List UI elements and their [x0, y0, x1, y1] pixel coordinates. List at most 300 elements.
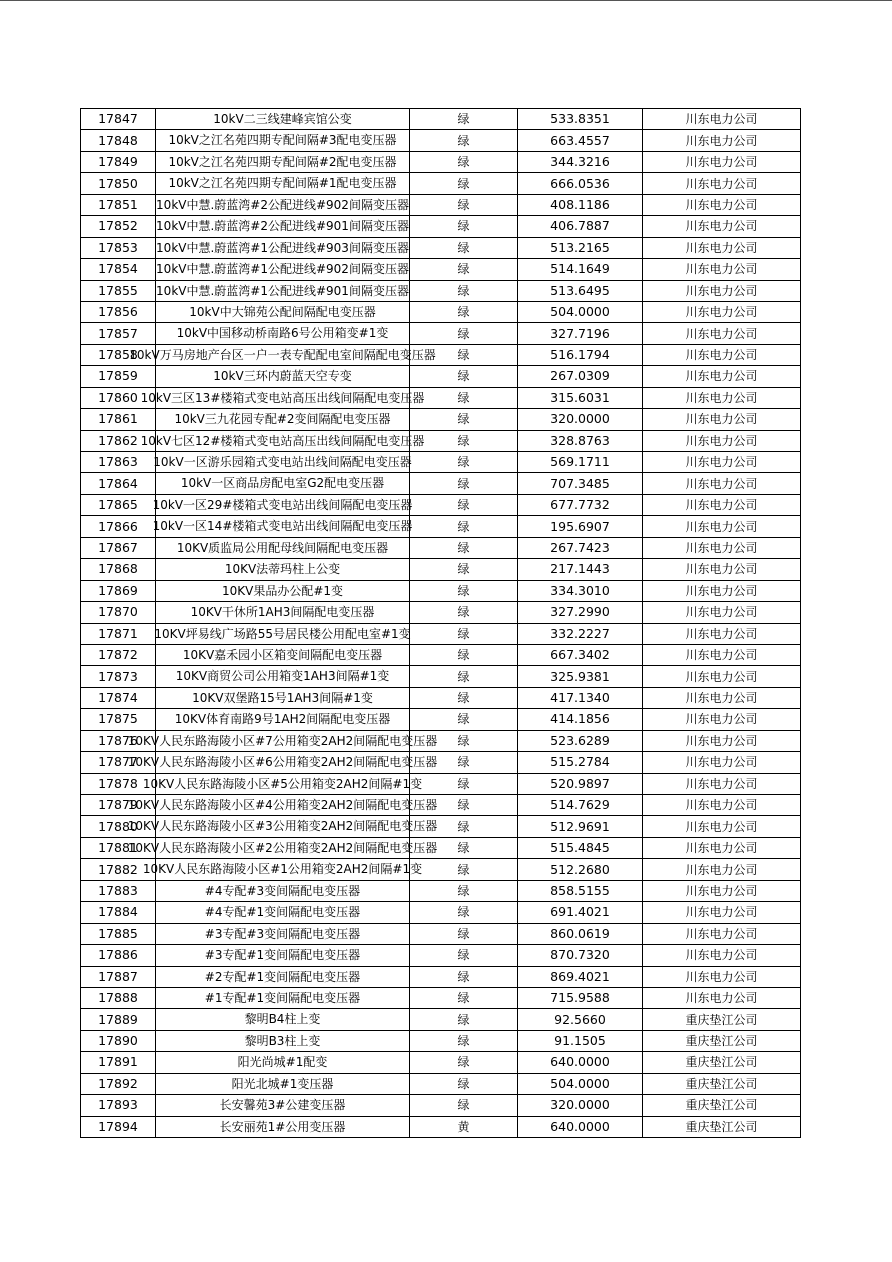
company-cell: 川东电力公司 — [643, 173, 801, 194]
transformer-name-cell — [140, 430, 425, 451]
company-cell: 重庆垫江公司 — [643, 1095, 801, 1116]
company-cell: 重庆垫江公司 — [643, 1116, 801, 1137]
transformer-name-text: 10KV果品办公配#1变 — [221, 583, 344, 598]
row-id-cell: 17885 — [81, 923, 156, 944]
company-cell: 川东电力公司 — [643, 709, 801, 730]
transformer-name-text: 10KV人民东路海陵小区#3公用箱变2AH2间隔配电变压器 — [127, 819, 438, 834]
status-cell: 绿 — [410, 323, 518, 344]
status-cell: 绿 — [410, 387, 518, 408]
transformer-name-text: 10kV万马房地产台区一户一表专配配电室间隔配电变压器 — [129, 347, 436, 362]
company-cell: 川东电力公司 — [643, 666, 801, 687]
capacity-cell: 667.3402 — [518, 644, 643, 665]
company-cell: 川东电力公司 — [643, 430, 801, 451]
transformer-name-cell — [156, 194, 410, 215]
transformer-name-text: 10kV一区商品房配电室G2配电变压器 — [180, 476, 385, 491]
company-cell: 川东电力公司 — [643, 516, 801, 537]
company-cell: 川东电力公司 — [643, 452, 801, 473]
transformer-name-text: 10kV七区12#楼箱式变电站高压出线间隔配电变压器 — [140, 433, 425, 448]
table-row — [81, 880, 801, 901]
status-cell: 绿 — [410, 752, 518, 773]
transformer-name-text: 10KV人民东路海陵小区#5公用箱变2AH2间隔#1变 — [142, 776, 423, 791]
transformer-name-text: 10kV中国移动桥南路6号公用箱变#1变 — [176, 326, 389, 341]
row-id-cell: 17847 — [81, 109, 156, 130]
table-row — [81, 151, 801, 172]
company-cell: 川东电力公司 — [643, 109, 801, 130]
table-row — [81, 902, 801, 923]
row-id-cell: 17868 — [81, 559, 156, 580]
transformer-name-cell — [156, 602, 410, 623]
status-cell: 绿 — [410, 494, 518, 515]
company-cell: 川东电力公司 — [643, 987, 801, 1008]
status-cell: 绿 — [410, 151, 518, 172]
row-id-cell: 17882 — [81, 859, 156, 880]
status-cell: 绿 — [410, 580, 518, 601]
row-id-cell: 17887 — [81, 966, 156, 987]
capacity-cell: 691.4021 — [518, 902, 643, 923]
row-id-cell: 17848 — [81, 130, 156, 151]
row-id-cell: 17865 — [81, 494, 156, 515]
status-cell: 绿 — [410, 473, 518, 494]
row-id-cell: 17850 — [81, 173, 156, 194]
transformer-name-cell — [156, 409, 410, 430]
capacity-cell: 640.0000 — [518, 1052, 643, 1073]
status-cell: 绿 — [410, 366, 518, 387]
status-cell: 绿 — [410, 666, 518, 687]
status-cell: 绿 — [410, 837, 518, 858]
row-id-cell: 17872 — [81, 644, 156, 665]
capacity-cell: 315.6031 — [518, 387, 643, 408]
status-cell: 绿 — [410, 109, 518, 130]
table-row — [81, 816, 801, 837]
table-row — [81, 259, 801, 280]
transformer-name-cell — [127, 730, 438, 751]
table-row — [81, 773, 801, 794]
status-cell: 绿 — [410, 1095, 518, 1116]
row-id-cell: 17863 — [81, 452, 156, 473]
row-id-cell: 17864 — [81, 473, 156, 494]
row-id-cell: 17883 — [81, 880, 156, 901]
row-id-cell: 17874 — [81, 687, 156, 708]
row-id-cell: 17880 — [81, 816, 156, 837]
capacity-cell: 320.0000 — [518, 1095, 643, 1116]
table-row — [81, 966, 801, 987]
transformer-name-cell — [156, 1009, 410, 1030]
transformer-name-text: 长安丽苑1#公用变压器 — [219, 1119, 346, 1134]
table-row — [81, 752, 801, 773]
transformer-name-text: 10KV人民东路海陵小区#6公用箱变2AH2间隔配电变压器 — [127, 755, 438, 770]
status-cell: 绿 — [410, 537, 518, 558]
status-cell: 绿 — [410, 816, 518, 837]
company-cell: 川东电力公司 — [643, 387, 801, 408]
transformer-name-cell — [129, 344, 436, 365]
transformer-name-cell — [152, 516, 413, 537]
capacity-cell: 663.4557 — [518, 130, 643, 151]
row-id-cell: 17886 — [81, 945, 156, 966]
status-cell: 绿 — [410, 194, 518, 215]
transformer-name-text: 10KV人民东路海陵小区#2公用箱变2AH2间隔配电变压器 — [127, 840, 438, 855]
capacity-cell: 514.7629 — [518, 795, 643, 816]
capacity-cell: 504.0000 — [518, 301, 643, 322]
transformer-name-text: 10KV干休所1AH3间隔配电变压器 — [190, 605, 375, 620]
capacity-cell: 217.1443 — [518, 559, 643, 580]
table-row — [81, 130, 801, 151]
transformer-name-text: #4专配#1变间隔配电变压器 — [204, 905, 361, 920]
capacity-cell: 666.0536 — [518, 173, 643, 194]
table-row — [81, 1073, 801, 1094]
table-row — [81, 1116, 801, 1137]
capacity-cell: 267.7423 — [518, 537, 643, 558]
table-row — [81, 795, 801, 816]
company-cell: 川东电力公司 — [643, 280, 801, 301]
transformer-name-text: 10KV人民东路海陵小区#4公用箱变2AH2间隔配电变压器 — [127, 798, 438, 812]
status-cell: 黄 — [410, 1116, 518, 1137]
table-row — [81, 859, 801, 880]
status-cell: 绿 — [410, 945, 518, 966]
status-cell: 绿 — [410, 1052, 518, 1073]
transformer-name-cell — [156, 1116, 410, 1137]
row-id-cell: 17852 — [81, 216, 156, 237]
capacity-cell: 408.1186 — [518, 194, 643, 215]
status-cell: 绿 — [410, 237, 518, 258]
capacity-cell: 515.4845 — [518, 837, 643, 858]
transformer-name-text: #2专配#1变间隔配电变压器 — [204, 969, 361, 984]
transformer-name-text: 10KV质监局公用配母线间隔配电变压器 — [176, 540, 389, 555]
capacity-cell: 513.2165 — [518, 237, 643, 258]
transformer-name-cell — [156, 923, 410, 944]
capacity-cell: 533.8351 — [518, 109, 643, 130]
transformer-name-cell — [156, 301, 410, 322]
company-cell: 川东电力公司 — [643, 473, 801, 494]
status-cell: 绿 — [410, 602, 518, 623]
row-id-cell: 17853 — [81, 237, 156, 258]
company-cell: 川东电力公司 — [643, 837, 801, 858]
row-id-cell: 17858 — [81, 344, 156, 365]
transformer-name-cell — [156, 580, 410, 601]
status-cell: 绿 — [410, 344, 518, 365]
row-id-cell: 17849 — [81, 151, 156, 172]
transformer-name-cell — [156, 709, 410, 730]
company-cell: 重庆垫江公司 — [643, 1030, 801, 1051]
company-cell: 川东电力公司 — [643, 559, 801, 580]
capacity-cell: 504.0000 — [518, 1073, 643, 1094]
table-row — [81, 1095, 801, 1116]
transformer-name-text: 10kV之江名苑四期专配间隔#3配电变压器 — [168, 133, 397, 148]
row-id-cell: 17884 — [81, 902, 156, 923]
status-cell: 绿 — [410, 987, 518, 1008]
transformer-name-text: 10KV体育南路9号1AH2间隔配电变压器 — [174, 712, 391, 727]
transformer-name-cell — [142, 773, 423, 794]
row-id-cell: 17861 — [81, 409, 156, 430]
capacity-cell: 325.9381 — [518, 666, 643, 687]
capacity-cell: 267.0309 — [518, 366, 643, 387]
capacity-cell: 195.6907 — [518, 516, 643, 537]
capacity-cell: 512.2680 — [518, 859, 643, 880]
capacity-cell: 715.9588 — [518, 987, 643, 1008]
company-cell: 川东电力公司 — [643, 323, 801, 344]
row-id-cell: 17891 — [81, 1052, 156, 1073]
capacity-cell: 320.0000 — [518, 409, 643, 430]
table-row — [81, 1030, 801, 1051]
company-cell: 川东电力公司 — [643, 816, 801, 837]
capacity-cell: 327.2990 — [518, 602, 643, 623]
transformer-name-text: 阳光尚城#1配变 — [237, 1055, 328, 1070]
status-cell: 绿 — [410, 730, 518, 751]
transformer-name-text: 10kV之江名苑四期专配间隔#2配电变压器 — [168, 154, 397, 169]
row-id-cell: 17856 — [81, 301, 156, 322]
row-id-cell: 17855 — [81, 280, 156, 301]
company-cell: 川东电力公司 — [643, 494, 801, 515]
transformer-name-text: 10kV中慧.蔚蓝湾#2公配进线#902间隔变压器 — [156, 197, 409, 212]
company-cell: 川东电力公司 — [643, 194, 801, 215]
transformer-name-text: 阳光北城#1变压器 — [231, 1076, 334, 1091]
capacity-cell: 344.3216 — [518, 151, 643, 172]
capacity-cell: 515.2784 — [518, 752, 643, 773]
transformer-name-cell — [152, 494, 413, 515]
transformer-name-text: 10kV二三线建峰宾馆公变 — [213, 112, 352, 126]
table-row — [81, 516, 801, 537]
transformer-table — [80, 108, 801, 1138]
capacity-cell: 92.5660 — [518, 1009, 643, 1030]
table-row — [81, 687, 801, 708]
transformer-name-cell — [156, 902, 410, 923]
transformer-name-cell — [156, 237, 410, 258]
table-row — [81, 580, 801, 601]
table-row — [81, 387, 801, 408]
capacity-cell: 328.8763 — [518, 430, 643, 451]
table-row — [81, 837, 801, 858]
capacity-cell: 869.4021 — [518, 966, 643, 987]
transformer-name-cell — [156, 666, 410, 687]
row-id-cell: 17892 — [81, 1073, 156, 1094]
company-cell: 川东电力公司 — [643, 966, 801, 987]
status-cell: 绿 — [410, 1009, 518, 1030]
transformer-name-text: #3专配#1变间隔配电变压器 — [204, 948, 361, 963]
transformer-name-text: 10kV之江名苑四期专配间隔#1配电变压器 — [168, 176, 397, 191]
table-row — [81, 987, 801, 1008]
company-cell: 重庆垫江公司 — [643, 1009, 801, 1030]
table-row — [81, 473, 801, 494]
row-id-cell: 17889 — [81, 1009, 156, 1030]
transformer-name-text: 10kV中慧.蔚蓝湾#1公配进线#903间隔变压器 — [156, 240, 409, 255]
status-cell: 绿 — [410, 280, 518, 301]
status-cell: 绿 — [410, 644, 518, 665]
capacity-cell: 520.9897 — [518, 773, 643, 794]
company-cell: 重庆垫江公司 — [643, 1073, 801, 1094]
transformer-name-cell — [156, 687, 410, 708]
table-row — [81, 602, 801, 623]
row-id-cell: 17876 — [81, 730, 156, 751]
company-cell: 川东电力公司 — [643, 752, 801, 773]
capacity-cell: 334.3010 — [518, 580, 643, 601]
transformer-name-cell — [156, 966, 410, 987]
status-cell: 绿 — [410, 880, 518, 901]
capacity-cell: 417.1340 — [518, 687, 643, 708]
table-row — [81, 666, 801, 687]
row-id-cell: 17877 — [81, 752, 156, 773]
capacity-cell: 707.3485 — [518, 473, 643, 494]
transformer-name-cell — [156, 945, 410, 966]
transformer-name-text: 10kV一区29#楼箱式变电站出线间隔配电变压器 — [152, 497, 413, 512]
transformer-name-text: 10kV中大锦苑公配间隔配电变压器 — [189, 304, 376, 319]
transformer-name-cell — [156, 1095, 410, 1116]
table-row — [81, 280, 801, 301]
table-row — [81, 559, 801, 580]
table-row — [81, 194, 801, 215]
status-cell: 绿 — [410, 130, 518, 151]
transformer-name-cell — [156, 1030, 410, 1051]
company-cell: 川东电力公司 — [643, 623, 801, 644]
capacity-cell: 406.7887 — [518, 216, 643, 237]
transformer-name-text: 10kV中慧.蔚蓝湾#1公配进线#902间隔变压器 — [156, 262, 409, 277]
page-top-border — [0, 0, 892, 1]
capacity-cell: 514.1649 — [518, 259, 643, 280]
table-row — [81, 923, 801, 944]
row-id-cell: 17862 — [81, 430, 156, 451]
company-cell: 川东电力公司 — [643, 902, 801, 923]
transformer-name-cell — [156, 216, 410, 237]
company-cell: 川东电力公司 — [643, 923, 801, 944]
transformer-name-cell — [156, 323, 410, 344]
status-cell: 绿 — [410, 795, 518, 816]
table-row — [81, 494, 801, 515]
transformer-name-text: 10kV一区游乐园箱式变电站出线间隔配电变压器 — [153, 455, 412, 469]
table-row — [81, 452, 801, 473]
transformer-name-text: 10kV三区13#楼箱式变电站高压出线间隔配电变压器 — [140, 390, 425, 405]
capacity-cell: 569.1711 — [518, 452, 643, 473]
company-cell: 川东电力公司 — [643, 216, 801, 237]
table-row — [81, 945, 801, 966]
status-cell: 绿 — [410, 301, 518, 322]
transformer-name-text: 10KV人民东路海陵小区#1公用箱变2AH2间隔#1变 — [142, 862, 423, 877]
company-cell: 川东电力公司 — [643, 795, 801, 816]
table-row — [81, 109, 801, 130]
capacity-cell: 860.0619 — [518, 923, 643, 944]
company-cell: 重庆垫江公司 — [643, 1052, 801, 1073]
company-cell: 川东电力公司 — [643, 537, 801, 558]
transformer-name-cell — [156, 880, 410, 901]
capacity-cell: 414.1856 — [518, 709, 643, 730]
row-id-cell: 17890 — [81, 1030, 156, 1051]
transformer-name-text: 10KV法蒂玛柱上公变 — [224, 562, 341, 577]
company-cell: 川东电力公司 — [643, 945, 801, 966]
capacity-cell: 870.7320 — [518, 945, 643, 966]
status-cell: 绿 — [410, 966, 518, 987]
status-cell: 绿 — [410, 516, 518, 537]
company-cell: 川东电力公司 — [643, 880, 801, 901]
company-cell: 川东电力公司 — [643, 130, 801, 151]
transformer-name-text: 10kV一区14#楼箱式变电站出线间隔配电变压器 — [152, 519, 413, 534]
status-cell: 绿 — [410, 1073, 518, 1094]
table-row — [81, 344, 801, 365]
capacity-cell: 640.0000 — [518, 1116, 643, 1137]
status-cell: 绿 — [410, 409, 518, 430]
table-row — [81, 644, 801, 665]
transformer-name-text: 10KV嘉禾园小区箱变间隔配电变压器 — [182, 647, 383, 662]
company-cell: 川东电力公司 — [643, 409, 801, 430]
table-body — [81, 109, 801, 1138]
transformer-name-cell — [127, 752, 438, 773]
row-id-cell: 17859 — [81, 366, 156, 387]
table-row — [81, 173, 801, 194]
row-id-cell: 17875 — [81, 709, 156, 730]
transformer-name-cell — [156, 173, 410, 194]
transformer-name-cell — [156, 280, 410, 301]
company-cell: 川东电力公司 — [643, 344, 801, 365]
transformer-name-cell — [156, 644, 410, 665]
company-cell: 川东电力公司 — [643, 644, 801, 665]
capacity-cell: 91.1505 — [518, 1030, 643, 1051]
company-cell: 川东电力公司 — [643, 366, 801, 387]
capacity-cell: 332.2227 — [518, 623, 643, 644]
transformer-name-cell — [156, 130, 410, 151]
status-cell: 绿 — [410, 173, 518, 194]
status-cell: 绿 — [410, 902, 518, 923]
status-cell: 绿 — [410, 623, 518, 644]
row-id-cell: 17869 — [81, 580, 156, 601]
status-cell: 绿 — [410, 216, 518, 237]
table-row — [81, 216, 801, 237]
capacity-cell: 512.9691 — [518, 816, 643, 837]
company-cell: 川东电力公司 — [643, 773, 801, 794]
company-cell: 川东电力公司 — [643, 602, 801, 623]
transformer-name-cell — [156, 366, 410, 387]
status-cell: 绿 — [410, 687, 518, 708]
row-id-cell: 17879 — [81, 795, 156, 816]
transformer-name-text: 10kV中慧.蔚蓝湾#1公配进线#901间隔变压器 — [156, 283, 409, 298]
company-cell: 川东电力公司 — [643, 151, 801, 172]
status-cell: 绿 — [410, 773, 518, 794]
status-cell: 绿 — [410, 559, 518, 580]
transformer-name-text: 10kV中慧.蔚蓝湾#2公配进线#901间隔变压器 — [156, 219, 409, 234]
transformer-name-text: 10KV坪易线广场路55号居民楼公用配电室#1变 — [154, 626, 411, 641]
transformer-name-cell — [127, 837, 438, 858]
capacity-cell: 327.7196 — [518, 323, 643, 344]
row-id-cell: 17867 — [81, 537, 156, 558]
table-row — [81, 237, 801, 258]
transformer-name-text: 10KV人民东路海陵小区#7公用箱变2AH2间隔配电变压器 — [127, 733, 438, 748]
status-cell: 绿 — [410, 859, 518, 880]
status-cell: 绿 — [410, 1030, 518, 1051]
transformer-name-text: 10KV商贸公司公用箱变1AH3间隔#1变 — [175, 669, 390, 684]
transformer-name-cell — [156, 559, 410, 580]
capacity-cell: 677.7732 — [518, 494, 643, 515]
transformer-name-cell — [156, 473, 410, 494]
transformer-name-cell — [156, 1052, 410, 1073]
row-id-cell: 17851 — [81, 194, 156, 215]
capacity-cell: 523.6289 — [518, 730, 643, 751]
transformer-name-cell — [156, 151, 410, 172]
row-id-cell: 17871 — [81, 623, 156, 644]
status-cell: 绿 — [410, 709, 518, 730]
transformer-name-text: 黎明B3柱上变 — [244, 1033, 321, 1048]
row-id-cell: 17854 — [81, 259, 156, 280]
transformer-name-cell — [156, 259, 410, 280]
transformer-name-cell — [127, 795, 438, 816]
row-id-cell: 17873 — [81, 666, 156, 687]
transformer-name-text: 10kV三环内蔚蓝天空专变 — [213, 369, 352, 384]
transformer-name-cell — [140, 387, 425, 408]
transformer-name-text: 黎明B4柱上变 — [244, 1012, 321, 1027]
table-row — [81, 323, 801, 344]
table-row — [81, 409, 801, 430]
transformer-name-text: #4专配#3变间隔配电变压器 — [204, 883, 361, 898]
table-row — [81, 1052, 801, 1073]
transformer-name-cell — [156, 987, 410, 1008]
company-cell: 川东电力公司 — [643, 301, 801, 322]
capacity-cell: 513.6495 — [518, 280, 643, 301]
table-row — [81, 537, 801, 558]
transformer-name-text: 10kV三九花园专配#2变间隔配电变压器 — [174, 412, 391, 427]
